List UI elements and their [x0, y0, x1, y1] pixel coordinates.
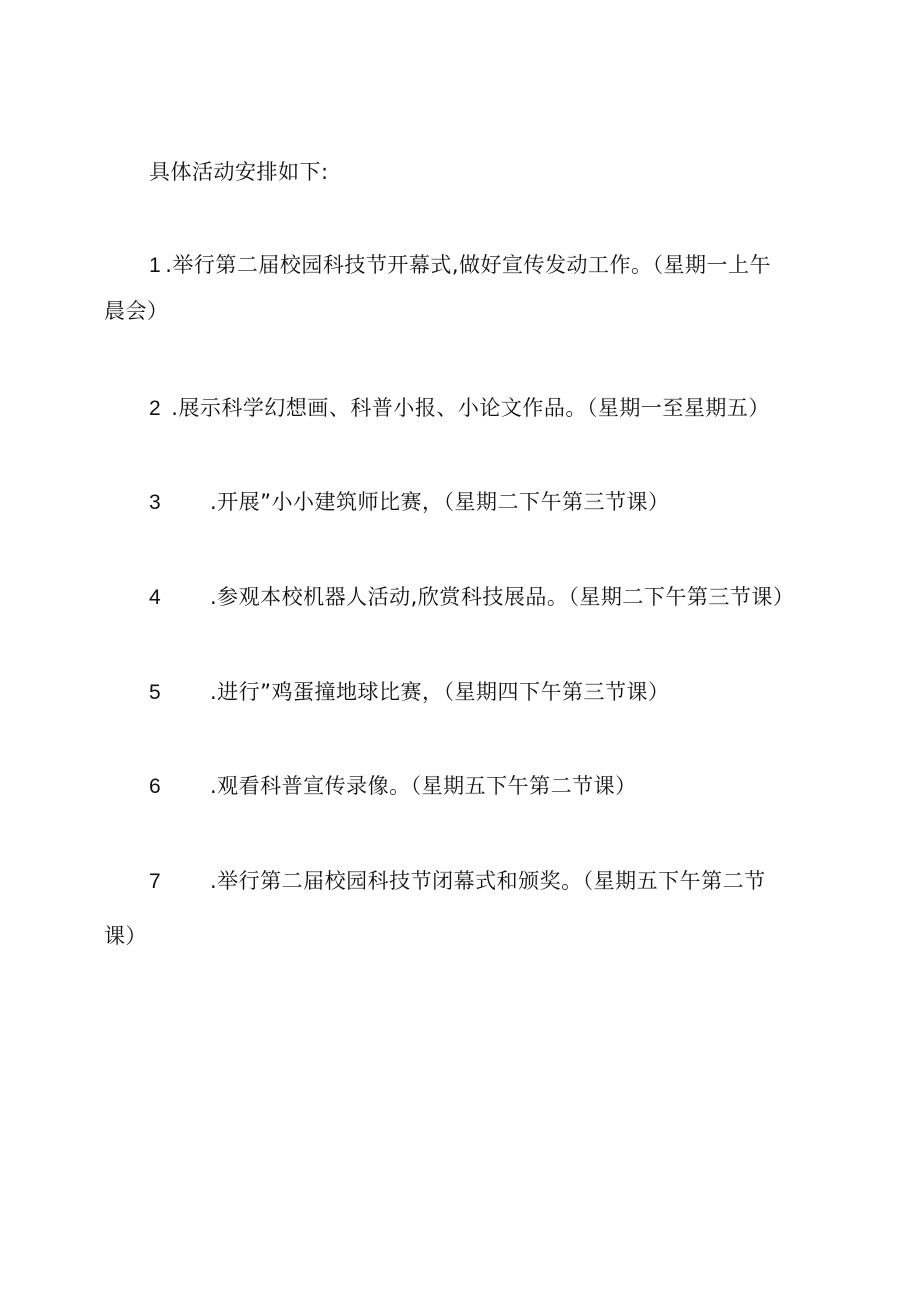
- item-number: 7: [149, 870, 162, 893]
- list-item-5: [149, 677, 670, 708]
- item-text: .观看科普宣传录像。（星期五下午第二节课）: [210, 774, 637, 798]
- item-number: 4: [149, 586, 162, 609]
- item-number: 1: [149, 254, 162, 277]
- item-text: .举行第二届校园科技节闭幕式和颁奖。（星期五下午第二节: [210, 869, 766, 893]
- item-number: 2: [149, 397, 162, 420]
- list-item-1: [149, 250, 771, 281]
- list-item-6: [149, 771, 637, 802]
- item-text: .进行”鸡蛋撞地球比赛，（星期四下午第三节课）: [210, 680, 670, 704]
- item-number: 6: [149, 775, 162, 798]
- list-item-3: [149, 487, 670, 518]
- item-text: .举行第二届校园科技节开幕式,做好宣传发动工作。（星期一上午: [165, 253, 772, 277]
- item-number: 3: [149, 491, 162, 514]
- list-item-4: [149, 582, 794, 613]
- list-item-7-continuation: 课）: [104, 924, 147, 948]
- list-item-2: [149, 393, 770, 424]
- item-text: .参观本校机器人活动,欣赏科技展品。（星期二下午第三节课）: [210, 585, 795, 609]
- list-item-1-continuation: 晨会）: [104, 299, 169, 323]
- list-item-7: [149, 866, 766, 897]
- item-text: .开展”小小建筑师比赛，（星期二下午第三节课）: [210, 490, 670, 514]
- item-text: .展示科学幻想画、科普小报、小论文作品。（星期一至星期五）: [171, 396, 770, 420]
- intro-text: 具体活动安排如下:: [149, 160, 329, 184]
- item-number: 5: [149, 681, 162, 704]
